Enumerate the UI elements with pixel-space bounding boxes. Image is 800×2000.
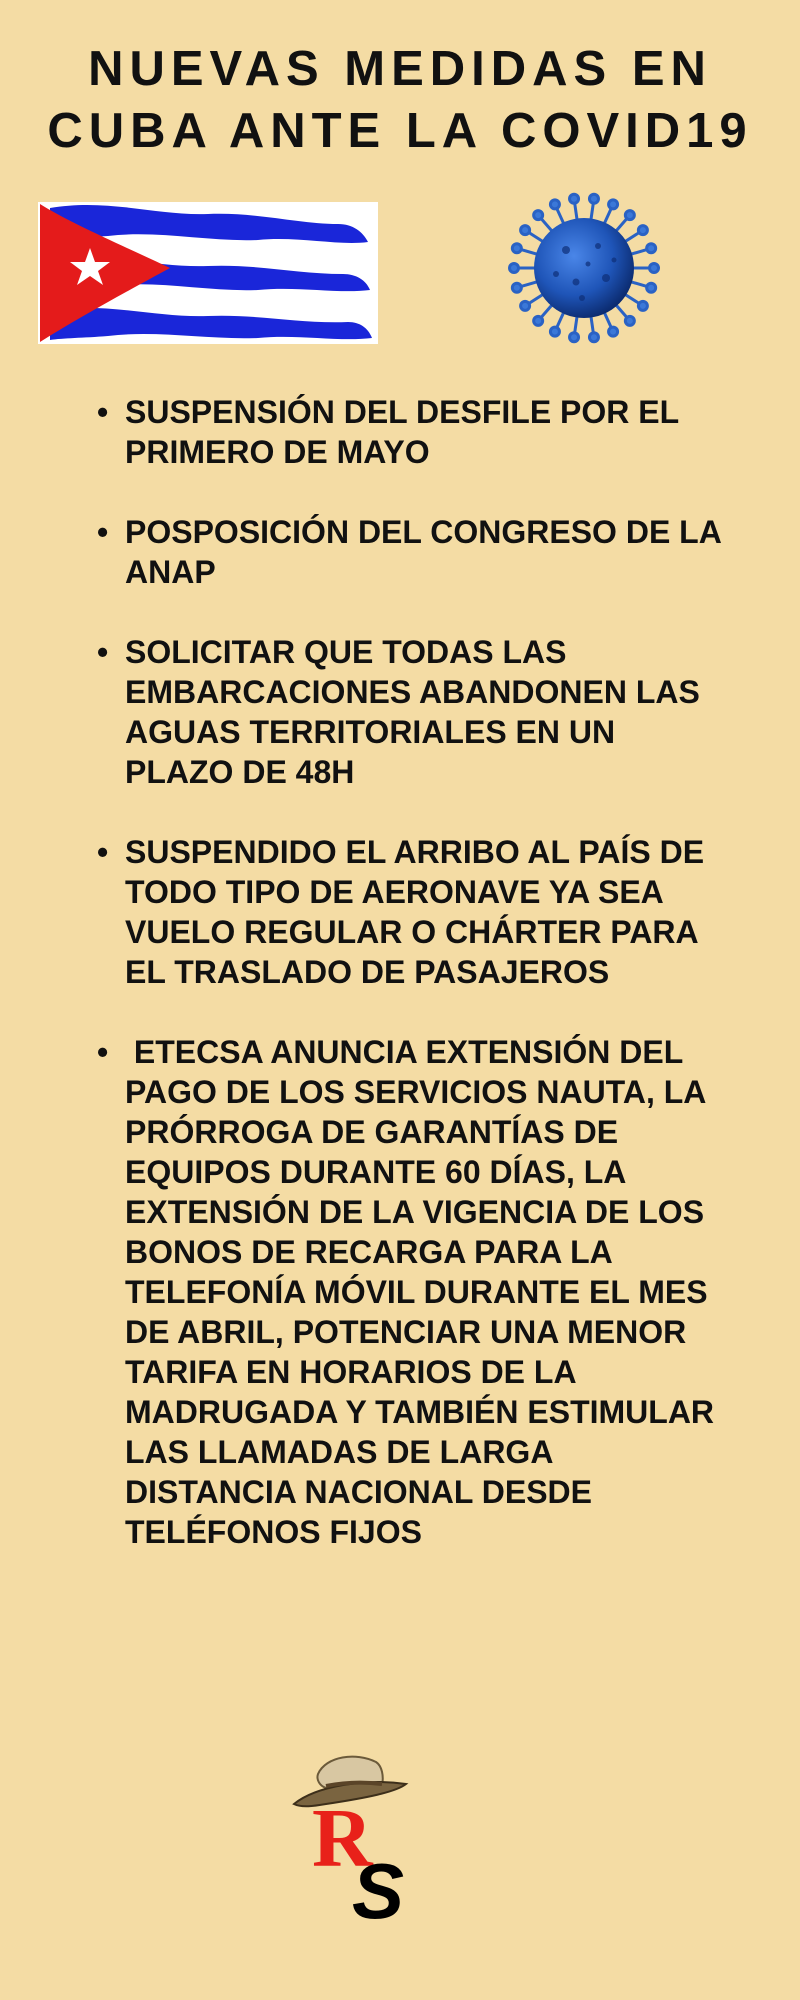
bullet-icon: •	[97, 634, 109, 670]
virus-spike-tip	[650, 264, 659, 273]
title-line-2: CUBA ANTE LA COVID19	[47, 104, 753, 158]
virus-spike-tip	[647, 244, 656, 253]
bullet-icon: •	[97, 1034, 109, 1070]
list-item	[90, 832, 730, 992]
virus-spike-tip	[638, 301, 647, 310]
virus-spike-tip	[521, 301, 530, 310]
virus-spike-tip	[521, 226, 530, 235]
list-item	[90, 392, 730, 472]
measure-text: SOLICITAR QUE TODAS LAS EMBARCACIONES ABANDONEN LAS AGUAS TERRITORIALES EN UN PLAZO DE 48H	[125, 634, 700, 790]
measures-list	[90, 392, 730, 1592]
measure-text: ETECSA ANUNCIA EXTENSIÓN DEL PAGO DE LOS SERVICIOS NAUTA, LA PRÓRROGA DE GARANTÍAS DE EQUIPOS DURANTE 60 DÍAS, LA EXTENSIÓN DE LA VIGENCIA DE LOS BONOS DE RECARGA PARA LA TELEFONÍA MÓVIL DURANTE EL MES DE ABRIL, POTENCIAR UNA MENOR TARIFA EN HORARIOS DE LA MADRUGADA Y TAMBIÉN ESTIMULAR LAS LLAMADAS DE LARGA DISTANCIA NACIONAL DESDE TELÉFONOS FIJOS	[125, 1034, 723, 1550]
logo-letter-r: R	[312, 1792, 373, 1885]
list-item	[90, 512, 730, 592]
virus-spike-tip	[510, 264, 519, 273]
measure-text: POSPOSICIÓN DEL CONGRESO DE LA ANAP	[125, 514, 721, 590]
virus-spike-tip	[550, 200, 559, 209]
virus-spike-tip	[512, 283, 521, 292]
bullet-icon: •	[97, 834, 109, 870]
list-item	[90, 632, 730, 792]
virus-spike-tip	[589, 194, 598, 203]
virus-spike-tip	[534, 316, 543, 325]
virus-spike-tip	[625, 316, 634, 325]
virus-spike-tip	[512, 244, 521, 253]
bullet-icon: •	[97, 394, 109, 430]
virus-spike-tip	[534, 211, 543, 220]
page-title	[0, 38, 800, 162]
bullet-icon: •	[97, 514, 109, 550]
virus-spike-tip	[570, 333, 579, 342]
title-line-1: NUEVAS MEDIDAS EN	[88, 42, 712, 96]
virus-spike-tip	[589, 333, 598, 342]
virus-spike-tip	[550, 327, 559, 336]
virus-spike-tip	[609, 327, 618, 336]
rs-logo	[286, 1746, 426, 1926]
virus-spike-tip	[570, 194, 579, 203]
virus-spike-tip	[625, 211, 634, 220]
measure-text: SUSPENDIDO EL ARRIBO AL PAÍS DE TODO TIPO DE AERONAVE YA SEA VUELO REGULAR O CHÁRTER PARA EL TRASLADO DE PASAJEROS	[125, 834, 705, 990]
measure-text: SUSPENSIÓN DEL DESFILE POR EL PRIMERO DE MAYO	[125, 394, 679, 470]
coronavirus-image	[506, 190, 662, 346]
logo-letter-s: S	[352, 1847, 405, 1926]
virus-spike-tip	[609, 200, 618, 209]
cuba-flag-image	[38, 202, 378, 344]
virus-spike-tip	[638, 226, 647, 235]
virus-spike-tip	[647, 283, 656, 292]
list-item	[90, 1032, 730, 1552]
